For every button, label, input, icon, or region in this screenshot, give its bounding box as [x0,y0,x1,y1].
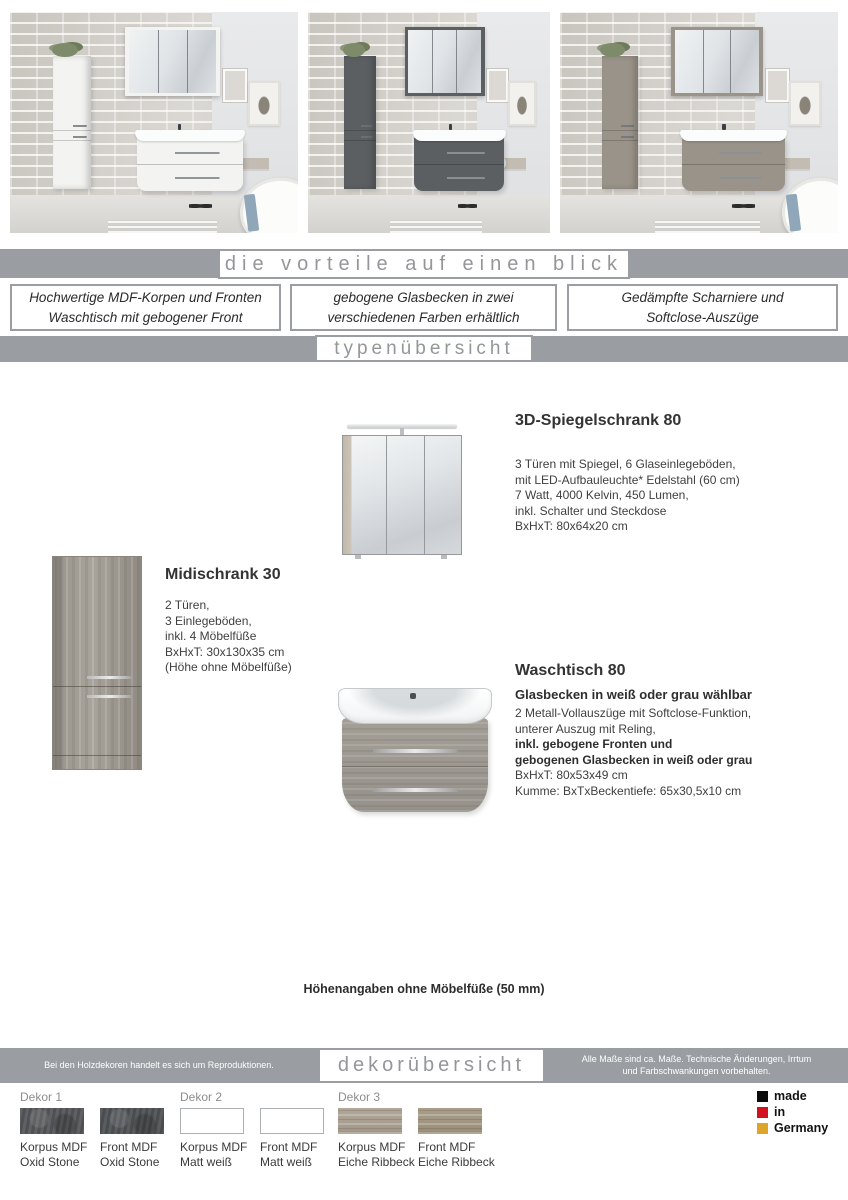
spec-line: inkl. 4 Möbelfüße [165,629,257,643]
swatch-label [100,1140,159,1170]
spiegelschrank-title: 3D-Spiegelschrank 80 [515,412,682,429]
benefit-box-mdf [10,284,281,331]
rug [390,220,482,233]
showroom-photo-eiche-ribbeck [560,12,838,233]
mirror-cabinet [125,27,220,96]
swatch-front-matt-weiss [260,1108,324,1134]
made-in-germany-mark [757,1089,828,1137]
dekor-banner-title: dekorübersicht [318,1048,545,1083]
spec-line: 3 Einlegeböden, [165,613,252,628]
spec-line: Kumme: BxTxBeckentiefe: 65x30,5x10 cm [515,783,742,798]
masse-note [545,1053,848,1077]
spec-line: unterer Auszug mit Reling, [515,721,656,736]
benefit-box-scharniere [567,284,838,331]
midischrank-title: Midischrank 30 [165,566,281,583]
masse-note-line: und Farbschwankungen vorbehalten. [622,1066,771,1076]
vanity-washbasin [682,138,785,191]
waschtisch-specs [515,706,752,799]
swatch-label-line: Oxid Stone [100,1155,160,1169]
wall-picture [766,69,789,102]
spec-line: BxHxT: 80x64x20 cm [515,519,628,533]
wall-picture [487,69,508,102]
spiegelschrank-image [340,424,464,560]
spiegelschrank-body [342,435,462,555]
tall-cabinet [344,56,375,189]
plant [343,43,365,57]
benefit-line: Softclose-Auszüge [646,309,759,325]
mirror-cabinet [671,27,763,96]
made-row [757,1089,828,1103]
typen-banner-title: typenübersicht [315,335,533,362]
spec-line: 2 Türen, [165,598,210,612]
slippers [189,203,212,209]
swatch-label-line: Oxid Stone [20,1155,80,1169]
made-text: Germany [774,1120,829,1135]
wall-picture [223,69,247,102]
swatch-label-line: Korpus MDF [338,1140,406,1154]
swatch-label [20,1140,87,1170]
swatch-korpus-oxid-stone [20,1108,84,1134]
spec-line: mit LED-Aufbauleuchte* Edelstahl (60 cm) [515,472,740,487]
hoehenangaben-note: Höhenangaben ohne Möbelfüße (50 mm) [303,982,545,996]
spec-line: 3 Türen mit Spiegel, 6 Glaseinlegeböden, [515,457,736,471]
swatch-front-oxid-stone [100,1108,164,1134]
swatch-korpus-matt-weiss [180,1108,244,1134]
showroom-photo-white [10,12,298,233]
swatch-label-line: Eiche Ribbeck [418,1155,495,1169]
flag-black-square-icon [757,1091,768,1102]
vorteile-banner-title: die vorteile auf einen blick [218,249,630,279]
showroom-photo-oxid-stone [308,12,550,233]
swatch-label [260,1140,317,1170]
slippers [458,203,477,209]
dekor2-label: Dekor 2 [180,1090,223,1104]
spec-line: BxHxT: 80x53x49 cm [515,768,628,782]
made-row [757,1121,828,1135]
wall-picture-deer [789,81,821,127]
swatch-label-line: Korpus MDF [180,1140,248,1154]
benefit-line: Gedämpfte Scharniere und [621,289,784,305]
flag-red-square-icon [757,1107,768,1118]
dekor3-label: Dekor 3 [338,1090,381,1104]
swatch-label-line: Korpus MDF [20,1140,88,1154]
holzdekor-note: Bei den Holzdekoren handelt es sich um Reproduktionen. [44,1060,274,1070]
benefit-box-glasbecken [290,284,557,331]
spec-line: inkl. Schalter und Steckdose [515,503,667,518]
spec-line: gebogenen Glasbecken in weiß oder grau [515,752,753,767]
midischrank-image [52,556,142,770]
plant [600,43,625,57]
swatch-label-line: Matt weiß [260,1155,313,1169]
benefit-line: verschiedenen Farben erhältlich [327,309,520,325]
spec-line: (Höhe ohne Möbelfüße) [165,660,292,674]
benefit-line: Hochwertige MDF-Korpen und Fronten [29,289,262,305]
tall-cabinet [53,56,90,189]
wall-picture-deer [248,81,281,127]
midischrank-specs [165,598,292,676]
masse-note-line: Alle Maße sind ca. Maße. Technische Änderungen, Irrtum [581,1054,812,1064]
swatch-label-line: Front MDF [260,1140,318,1154]
vanity-washbasin [414,138,504,191]
swatch-label-line: Front MDF [418,1140,476,1154]
benefit-line: Waschtisch mit gebogener Front [48,309,243,325]
waschtisch-body [342,718,488,812]
swatch-label [180,1140,247,1170]
plant [52,43,78,57]
swatch-label-line: Front MDF [100,1140,158,1154]
spec-line: 7 Watt, 4000 Kelvin, 450 Lumen, [515,488,689,502]
waschtisch-title: Waschtisch 80 [515,662,626,679]
rug [108,220,217,233]
made-text: in [774,1104,786,1119]
mirror-cabinet [405,27,485,96]
showroom-photos [10,12,838,233]
spiegelschrank-specs [515,457,740,535]
made-row [757,1105,828,1119]
swatch-label [338,1140,415,1170]
spec-line: BxHxT: 30x130x35 cm [165,644,285,659]
made-text: made [774,1088,807,1103]
swatch-korpus-eiche-ribbeck [338,1108,402,1134]
vanity-washbasin [137,138,244,191]
swatch-front-eiche-ribbeck [418,1108,482,1134]
glas-waschbecken [338,688,492,724]
rug [655,220,761,233]
benefit-line: gebogene Glasbecken in zwei [333,289,514,305]
slippers [732,203,754,209]
waschtisch-image [338,688,492,812]
spec-line: 2 Metall-Vollauszüge mit Softclose-Funktion, [515,706,752,720]
waschtisch-subtitle: Glasbecken in weiß oder grau wählbar [515,687,752,702]
swatch-label [418,1140,495,1170]
wall-picture-deer [508,81,536,127]
led-light-bar [347,424,456,428]
spec-line: inkl. gebogene Fronten und [515,737,673,751]
tall-cabinet [602,56,638,189]
swatch-label-line: Eiche Ribbeck [338,1155,415,1169]
flag-gold-square-icon [757,1123,768,1134]
dekor1-label: Dekor 1 [20,1090,63,1104]
swatch-label-line: Matt weiß [180,1155,233,1169]
